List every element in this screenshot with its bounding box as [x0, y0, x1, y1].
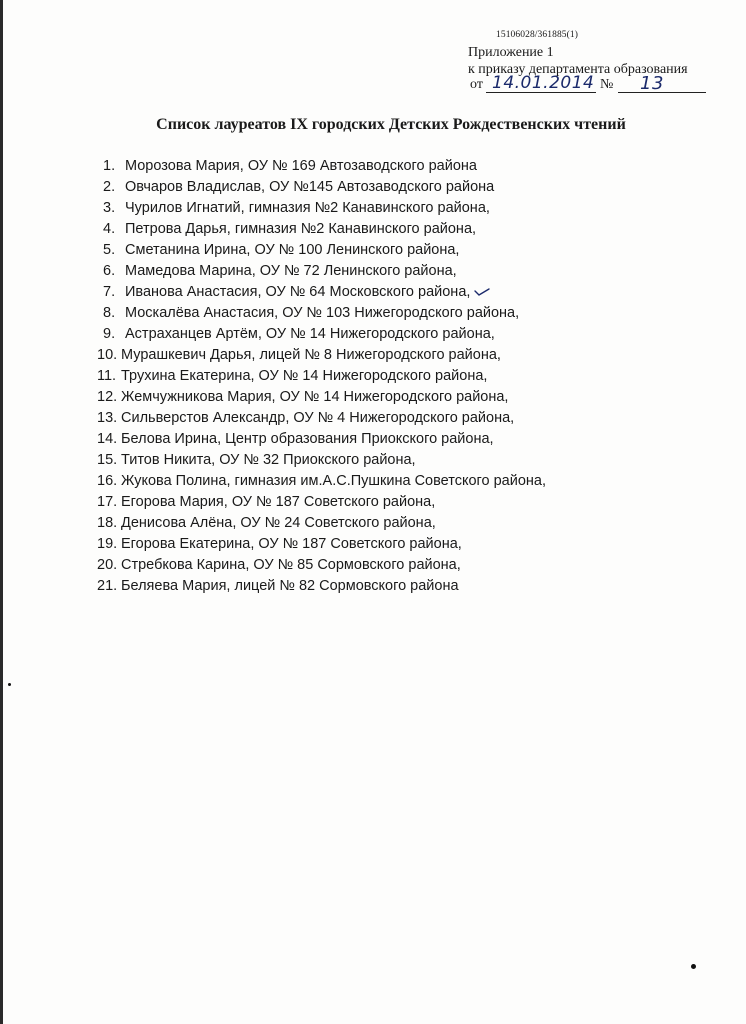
list-item — [103, 219, 546, 240]
list-item-text: Сметанина Ирина, ОУ № 100 Ленинского района, — [125, 242, 460, 258]
list-item — [103, 303, 546, 324]
list-item-number: 19. — [97, 536, 118, 552]
list-item-text: Жукова Полина, гимназия им.А.С.Пушкина Советского района, — [121, 473, 546, 489]
appendix-title: Приложение 1 — [468, 45, 554, 60]
checkmark-icon — [474, 287, 490, 297]
list-item-number: 16. — [97, 473, 118, 489]
list-item — [97, 450, 546, 471]
list-item-text: Москалёва Анастасия, ОУ № 103 Нижегородского района, — [125, 305, 520, 321]
list-item-text: Мурашкевич Дарья, лицей № 8 Нижегородского района, — [121, 347, 501, 363]
list-item-number: 2. — [103, 179, 116, 195]
list-item-text: Титов Никита, ОУ № 32 Приокского района, — [121, 452, 416, 468]
list-item-text: Астраханцев Артём, ОУ № 14 Нижегородского района, — [125, 326, 495, 342]
handwritten-date: 14.01.2014 — [492, 73, 595, 93]
list-item-number: 21. — [97, 578, 118, 594]
number-label: № — [600, 77, 614, 92]
list-item-number: 10. — [97, 347, 118, 363]
list-item — [97, 345, 546, 366]
list-item-number: 4. — [103, 221, 116, 237]
list-item — [103, 282, 546, 303]
list-item-number: 11. — [97, 368, 117, 384]
list-item — [103, 156, 546, 177]
list-item-text: Белова Ирина, Центр образования Приокского района, — [121, 431, 494, 447]
from-label: от — [470, 77, 483, 92]
list-item — [97, 534, 546, 555]
list-item — [97, 387, 546, 408]
list-item — [97, 555, 546, 576]
list-item-number: 9. — [103, 326, 116, 342]
list-item — [97, 513, 546, 534]
list-item-text: Чурилов Игнатий, гимназия №2 Канавинского района, — [125, 200, 490, 216]
list-item-text: Егорова Екатерина, ОУ № 187 Советского района, — [121, 536, 462, 552]
list-item — [103, 324, 546, 345]
scan-dot — [691, 964, 696, 969]
list-item-text: Иванова Анастасия, ОУ № 64 Московского района, — [125, 284, 471, 300]
list-item-text: Морозова Мария, ОУ № 169 Автозаводского района — [125, 158, 477, 174]
document-id: 15106028/361885(1) — [496, 30, 579, 40]
scan-edge — [0, 0, 3, 1024]
list-item-number: 20. — [97, 557, 118, 573]
scan-dot — [8, 683, 11, 686]
list-item — [103, 177, 546, 198]
list-item — [103, 240, 546, 261]
list-item — [97, 408, 546, 429]
list-item — [103, 198, 546, 219]
list-item — [97, 492, 546, 513]
list-item-number: 12. — [97, 389, 118, 405]
list-item-text: Петрова Дарья, гимназия №2 Канавинского района, — [125, 221, 477, 237]
list-item-text: Жемчужникова Мария, ОУ № 14 Нижегородского района, — [121, 389, 509, 405]
document-title: Список лауреатов IX городских Детских Рождественских чтений — [156, 116, 626, 133]
list-item-number: 3. — [103, 200, 116, 216]
list-item — [103, 261, 546, 282]
list-item-number: 17. — [97, 494, 118, 510]
list-item-text: Овчаров Владислав, ОУ №145 Автозаводского района — [125, 179, 495, 195]
list-item-text: Стребкова Карина, ОУ № 85 Сормовского района, — [121, 557, 461, 573]
list-item-text: Трухина Екатерина, ОУ № 14 Нижегородского района, — [121, 368, 488, 384]
list-item-number: 5. — [103, 242, 116, 258]
order-date-number-row — [470, 73, 710, 97]
list-item-number: 14. — [97, 431, 118, 447]
list-item-number: 18. — [97, 515, 118, 531]
list-item-number: 6. — [103, 263, 116, 279]
list-item — [97, 576, 546, 597]
handwritten-number: 13 — [640, 73, 664, 94]
list-item-text: Мамедова Марина, ОУ № 72 Ленинского района, — [125, 263, 457, 279]
list-item — [97, 429, 546, 450]
list-item-text: Беляева Мария, лицей № 82 Сормовского района — [121, 578, 459, 594]
list-item-number: 7. — [103, 284, 116, 300]
list-item-number: 1. — [103, 158, 116, 174]
list-item — [97, 366, 546, 387]
list-item — [97, 471, 546, 492]
list-item-text: Егорова Мария, ОУ № 187 Советского района, — [121, 494, 436, 510]
list-item-number: 8. — [103, 305, 116, 321]
appendix-order-ref: к приказу департамента образования — [468, 62, 688, 77]
list-item-number: 15. — [97, 452, 118, 468]
list-item-text: Денисова Алёна, ОУ № 24 Советского района, — [121, 515, 436, 531]
list-item-number: 13. — [97, 410, 118, 426]
list-item-text: Сильверстов Александр, ОУ № 4 Нижегородского района, — [121, 410, 515, 426]
laureate-list — [97, 156, 546, 597]
